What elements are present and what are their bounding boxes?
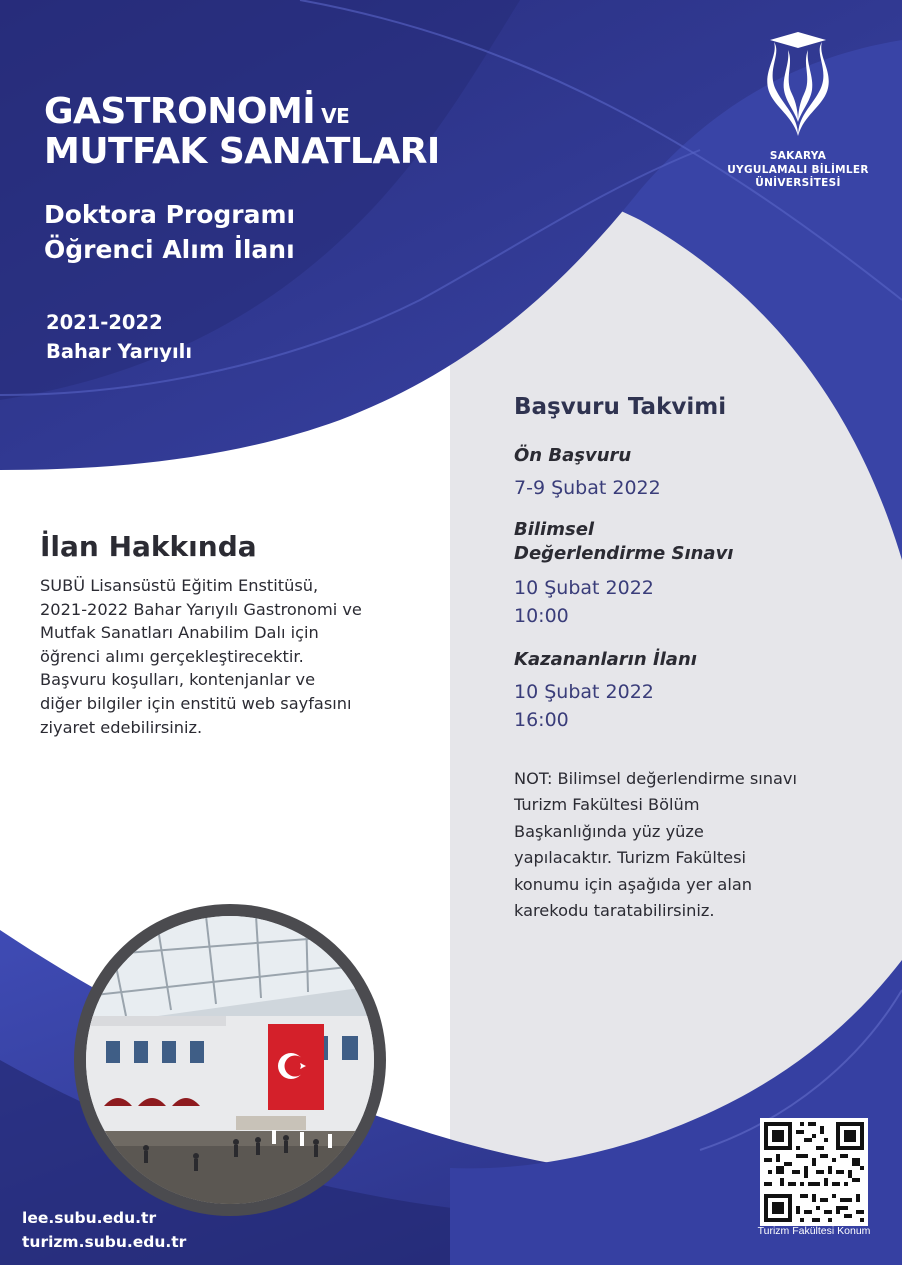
poster-subtitle xyxy=(44,198,295,267)
note-line: konumu için aşağıda yer alan xyxy=(514,874,753,894)
about-line: Başvuru koşulları, kontenjanlar ve xyxy=(40,670,316,690)
calendar-item-heading: Değerlendirme Sınavı xyxy=(514,543,734,564)
subtitle-line2: Öğrenci Alım İlanı xyxy=(44,234,295,264)
building-photo xyxy=(86,916,374,1204)
about-line: ziyaret edebilirsiniz. xyxy=(40,717,203,737)
atrium-illustration xyxy=(86,916,374,1204)
title-ve: VE xyxy=(321,104,350,128)
calendar-item-heading: Bilimsel xyxy=(514,519,595,540)
calendar-item-exam xyxy=(514,518,733,630)
term-line2: Bahar Yarıyılı xyxy=(46,340,193,364)
note-line: NOT: Bilimsel değerlendirme sınavı xyxy=(514,769,798,788)
calendar-item-time: 16:00 xyxy=(514,709,569,731)
term-block xyxy=(46,308,192,367)
calendar-item-heading: Kazananların İlanı xyxy=(514,649,697,670)
logo-emblem-icon xyxy=(752,30,844,138)
calendar-item-time: 10:00 xyxy=(514,605,569,627)
note-line: Başkanlığında yüz yüze xyxy=(514,821,704,841)
title-line2: MUTFAK SANATLARI xyxy=(44,131,440,173)
footer-links xyxy=(22,1206,186,1254)
calendar-item-date: 7-9 Şubat 2022 xyxy=(514,477,661,499)
poster-title xyxy=(44,92,440,173)
about-line: diğer bilgiler için enstitü web sayfasını xyxy=(40,693,352,713)
about-text xyxy=(40,574,440,739)
logo-line3: ÜNİVERSİTESİ xyxy=(755,177,841,190)
about-line: Mutfak Sanatları Anabilim Dalı için xyxy=(40,623,319,643)
qr-code-icon xyxy=(760,1118,868,1226)
logo-line1: SAKARYA xyxy=(769,150,827,162)
calendar-item-heading: Ön Başvuru xyxy=(514,445,632,466)
about-line: öğrenci alımı gerçekleştirecektir. xyxy=(40,646,304,666)
about-line: 2021-2022 Bahar Yarıyılı Gastronomi ve xyxy=(40,599,362,619)
note-line: Turizm Fakültesi Bölüm xyxy=(514,795,700,815)
website-link-turizm[interactable]: turizm.subu.edu.tr xyxy=(22,1233,187,1251)
qr-code-label: Turizm Fakültesi Konum xyxy=(757,1225,871,1237)
calendar-title: Başvuru Takvimi xyxy=(514,394,727,420)
building-photo-frame xyxy=(74,904,386,1216)
subtitle-line1: Doktora Programı xyxy=(44,200,296,229)
title-line1: GASTRONOMİ xyxy=(44,91,316,132)
calendar-item-pre-application xyxy=(514,444,661,502)
note-line: karekodu taratabilirsiniz. xyxy=(514,901,715,921)
note-text xyxy=(514,766,874,924)
about-title: İlan Hakkında xyxy=(40,530,257,563)
university-logo xyxy=(722,30,874,191)
calendar-item-results xyxy=(514,648,697,734)
website-link-lee[interactable]: lee.subu.edu.tr xyxy=(22,1209,157,1227)
term-line1: 2021-2022 xyxy=(46,311,163,334)
calendar-item-date: 10 Şubat 2022 xyxy=(514,577,654,599)
qr-code[interactable] xyxy=(760,1118,868,1226)
logo-line2: UYGULAMALI BİLİMLER xyxy=(727,163,869,176)
calendar-item-date: 10 Şubat 2022 xyxy=(514,681,654,703)
note-line: yapılacaktır. Turizm Fakültesi xyxy=(514,848,747,868)
about-line: SUBÜ Lisansüstü Eğitim Enstitüsü, xyxy=(40,576,319,595)
